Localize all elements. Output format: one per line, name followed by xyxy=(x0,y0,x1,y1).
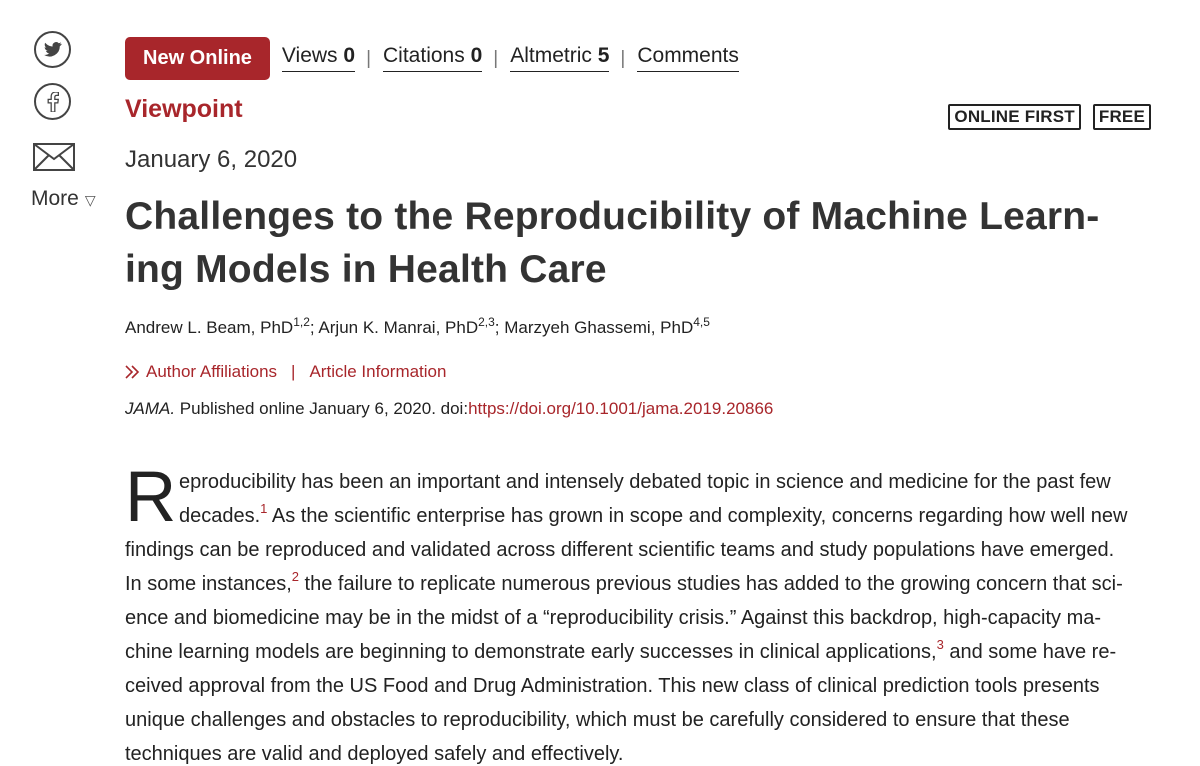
body-line: eproducibility has been an important and intensely debated topic in science and medicine for the past few xyxy=(179,471,1111,493)
metric-separator: | xyxy=(620,47,626,69)
body-line: techniques are valid and deployed safely and effectively. xyxy=(125,743,624,765)
author-name[interactable]: Marzyeh Ghassemi, PhD xyxy=(504,318,694,337)
body-line: unique challenges and obstacles to reproducibility, which must be carefully considered to ensure that these xyxy=(125,709,1070,731)
more-label: More xyxy=(31,187,79,210)
email-share-button[interactable] xyxy=(33,143,75,176)
citation-line xyxy=(125,399,773,419)
journal-name: JAMA. xyxy=(125,399,176,418)
views-metric[interactable] xyxy=(282,45,355,71)
link-separator: | xyxy=(291,362,296,381)
citations-count: 0 xyxy=(470,44,483,68)
doi-link[interactable]: https://doi.org/10.1001/jama.2019.20866 xyxy=(468,399,774,418)
double-chevron-right-icon xyxy=(125,365,140,379)
online-first-tag: ONLINE FIRST xyxy=(948,104,1080,130)
reference-link[interactable]: 1 xyxy=(260,501,268,516)
author-separator: ; xyxy=(494,318,500,337)
views-label: Views xyxy=(281,44,338,68)
facebook-share-button[interactable] xyxy=(34,83,71,120)
free-tag: FREE xyxy=(1093,104,1151,130)
article-title xyxy=(125,190,1165,296)
views-count: 0 xyxy=(343,44,356,68)
article-information-link[interactable]: Article Information xyxy=(309,362,447,381)
altmetric-score: 5 xyxy=(597,44,610,68)
facebook-icon xyxy=(47,92,59,112)
metric-separator: | xyxy=(493,47,499,69)
altmetric-label: Altmetric xyxy=(510,44,592,68)
envelope-icon xyxy=(33,143,75,171)
title-line: ing Models in Health Care xyxy=(125,248,607,291)
body-line: decades.$^1$ As the scientific enterprise has grown in scope and complexity, concerns regarding how well new xyxy=(179,501,1128,527)
body-line: ence and biomedicine may be in the midst of a “reproducibility crisis.” Against this backdrop, high-capacity ma- xyxy=(125,607,1102,629)
share-rail xyxy=(0,0,110,766)
new-online-badge[interactable]: New Online xyxy=(125,37,270,80)
article-body xyxy=(125,458,1165,766)
author-name[interactable]: Andrew L. Beam, PhD xyxy=(125,318,294,337)
author-affiliation-ref: 4,5 xyxy=(693,315,710,329)
twitter-share-button[interactable] xyxy=(34,31,71,68)
article-info-links xyxy=(125,362,446,382)
article-category: Viewpoint xyxy=(125,95,243,123)
published-text: Published online January 6, 2020. doi: xyxy=(179,399,469,418)
reference-link[interactable]: 3 xyxy=(936,637,944,652)
metrics-bar xyxy=(125,37,739,80)
author-affiliation-ref: 1,2 xyxy=(293,315,310,329)
body-line: ceived approval from the US Food and Drug Administration. This new class of clinical prediction tools presents xyxy=(125,675,1100,697)
triangle-down-icon: ▽ xyxy=(84,192,96,208)
drop-cap: R xyxy=(125,458,177,537)
author-list xyxy=(125,315,710,338)
author-separator: ; xyxy=(309,318,315,337)
publication-date: January 6, 2020 xyxy=(125,146,298,173)
body-line: In some instances,$^2$ the failure to replicate numerous previous studies has added to the growing concern that sci- xyxy=(125,569,1123,595)
more-share-button[interactable] xyxy=(31,187,96,211)
altmetric-metric[interactable] xyxy=(510,45,609,71)
metric-separator: | xyxy=(366,47,372,69)
citations-label: Citations xyxy=(383,44,465,68)
author-name[interactable]: Arjun K. Manrai, PhD xyxy=(318,318,479,337)
author-affiliation-ref: 2,3 xyxy=(478,315,495,329)
body-line: chine learning models are beginning to demonstrate early successes in clinical applications,$^3$ and some have re- xyxy=(125,637,1117,663)
comments-link[interactable]: Comments xyxy=(637,45,739,71)
reference-link[interactable]: 2 xyxy=(291,569,299,584)
article-tags xyxy=(948,104,1151,130)
twitter-icon xyxy=(44,42,62,57)
citations-metric[interactable] xyxy=(383,45,482,71)
author-affiliations-link[interactable]: Author Affiliations xyxy=(146,362,278,381)
body-line: findings can be reproduced and validated across different scientific teams and study populations have emerged. xyxy=(125,539,1115,561)
title-line: Challenges to the Reproducibility of Machine Learn- xyxy=(125,195,1100,238)
